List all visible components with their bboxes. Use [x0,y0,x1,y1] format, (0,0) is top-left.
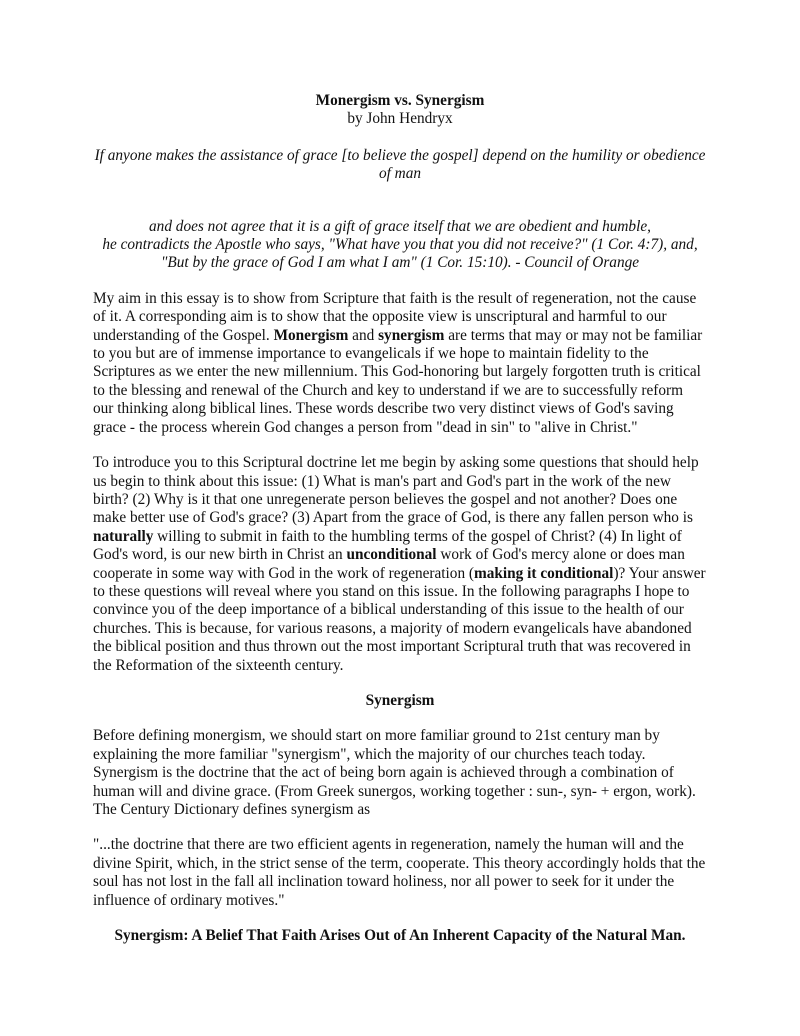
paragraph-1-text-d: are terms that may or may not be familiar to you but are of immense importance to evangelicals if we hope to maintain fidelity to the Scriptures as we enter the new millennium. This God-honoring but largely forgotten truth is critical to the blessing and renewal of the Church and key to understand if we are to successfully reform our thinking along biblical lines. These words describe two very distinct views of God's saving grace - the process wherein God changes a person from "dead in sin" to "alive in Christ." [93,326,703,436]
section-subheading: Synergism: A Belief That Faith Arises Out of An Inherent Capacity of the Natural Man. [114,927,686,945]
epigraph-line-2: and does not agree that it is a gift of grace itself that we are obedient and humble, [149,217,651,235]
paragraph-2-text-a: To introduce you to this Scriptural doctrine let me begin by asking some questions that should help us begin to think about this issue: (1) What is man's part and God's part in the work of the new birth? (2) Why is it that one unregenerate person believes the gospel and not another? Does one make better use of God's grace? (3) Apart from the grace of God, is there any fallen person who is [93,454,699,527]
paragraph-1-text-c: and [348,326,379,344]
epigraph-line-1: If anyone makes the assistance of grace [to believe the gospel] depend on the humility or obedience of man [94,146,706,183]
document-author: by John Hendryx [347,110,453,128]
paragraph-2 [93,454,707,675]
paragraph-2-text-e: )? Your answer to these questions will reveal where you stand on this issue. In the following paragraphs I hope to convince you of the deep importance of a biblical understanding of this issue to the health of our churches. This is because, for various reasons, a majority of modern evangelicals have abandoned the biblical position and thus thrown out the most important Scriptural truth that was recovered in the Reformation of the sixteenth century. [93,564,706,674]
term-monergism: Monergism [273,326,349,344]
paragraph-2-text-d: work of God's mercy alone or does man cooperate in some way with God in the work of regeneration ( [93,546,685,582]
paragraph-1 [93,290,707,437]
document-title: Monergism vs. Synergism [315,92,485,109]
term-synergism: synergism [378,326,445,344]
document-page [93,92,707,945]
term-making-it-conditional: making it conditional [474,564,614,582]
paragraph-2-text-c: willing to submit in faith to the humbling terms of the gospel of Christ? (4) In light of God's word, is our new birth in Christ an [93,527,682,564]
dictionary-quote: "...the doctrine that there are two efficient agents in regeneration, namely the human will and the divine Spirit, which, in the strict sense of the term, cooperate. This theory accordingly holds that the soul has not lost in the fall all inclination toward holiness, nor all power to seek for it under the influence of ordinary motives." [93,836,706,909]
section-heading-synergism: Synergism [365,691,435,709]
term-unconditional: unconditional [346,546,437,564]
paragraph-3: Before defining monergism, we should start on more familiar ground to 21st century man by explaining the more familiar "synergism", which the majority of our churches teach today. Synergism is the doctrine that the act of being born again is achieved through a combination of human will and divine grace. (From Greek sunergos, working together : sun-, syn- + ergon, work). The Century Dictionary defines synergism as [93,727,696,818]
epigraph-line-4: "But by the grace of God I am what I am" (1 Cor. 15:10). - Council of Orange [160,254,640,272]
epigraph-line-3: he contradicts the Apostle who says, "What have you that you did not receive?" (1 Cor. 4:7), and, [102,236,698,254]
term-naturally: naturally [93,527,154,545]
paragraph-1-text-a: My aim in this essay is to show from Scripture that faith is the result of regeneration, not the cause of it. A corresponding aim is to show that the opposite view is unscriptural and harmful to our understanding of the Gospel. [93,289,697,344]
